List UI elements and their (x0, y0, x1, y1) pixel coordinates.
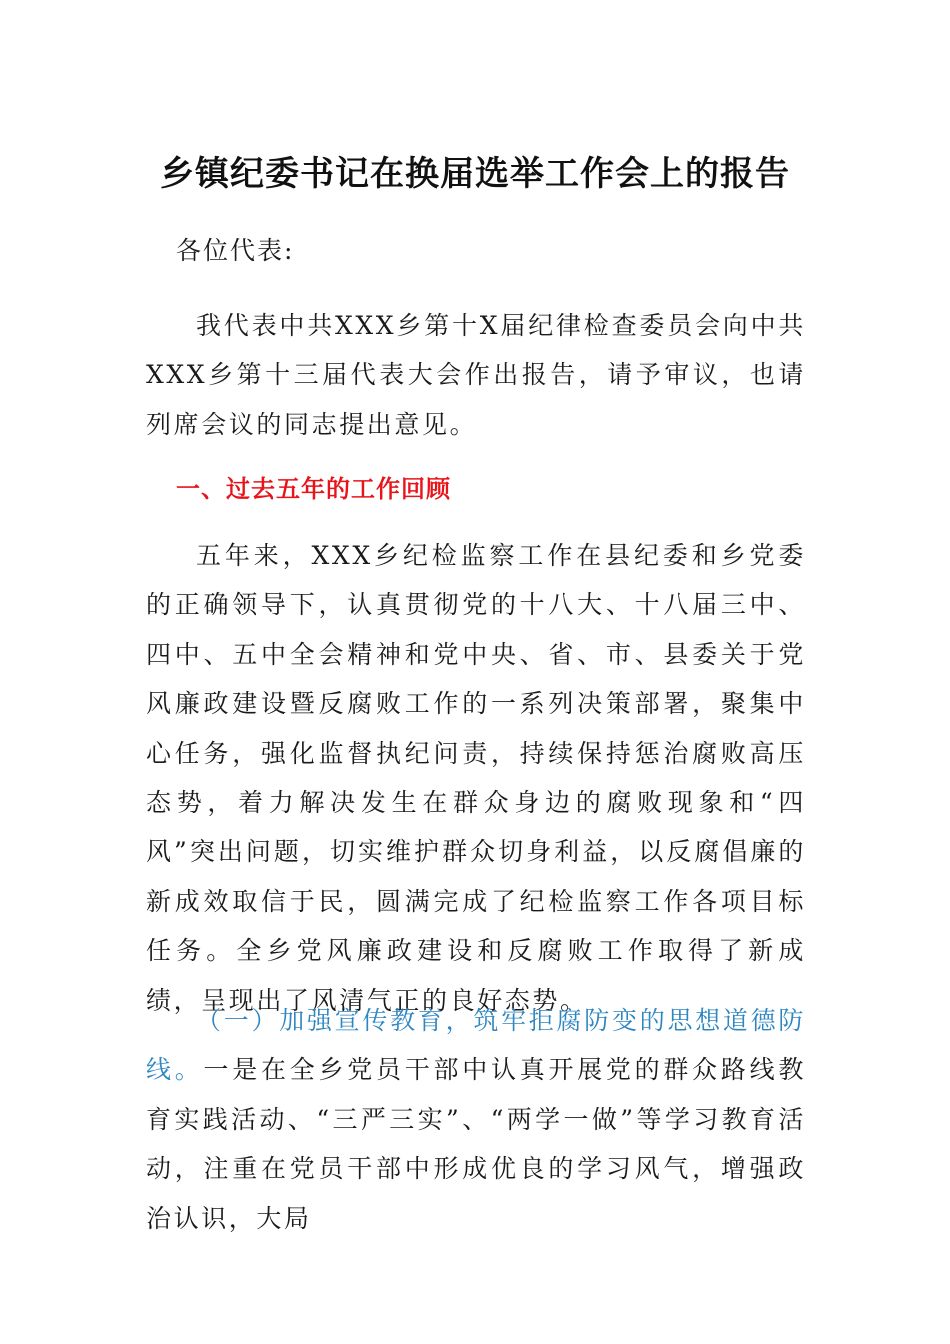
document-title: 乡镇纪委书记在换届选举工作会上的报告 (160, 154, 790, 194)
review-paragraph: 五年来，XXX乡纪检监察工作在县纪委和乡党委的正确领导下，认真贯彻党的十八大、十八届三中、四中、五中全会精神和党中央、省、市、县委关于党风廉政建设暨反腐败工作的一系列决策部署，聚集中心任务，强化监督执纪问责，持续保持惩治腐败高压态势，着力解决发生在群众身边的腐败现象和“四风”突出问题，切实维护群众切身利益，以反腐倡廉的新成效取信于民，圆满完成了纪检监察工作各项目标任务。全乡党风廉政建设和反腐败工作取得了新成绩，呈现出了风清气正的良好态势。 (146, 541, 806, 1015)
intro-paragraph: 我代表中共XXX乡第十X届纪律检查委员会向中共XXX乡第十三届代表大会作出报告，请予审议，也请列席会议的同志提出意见。 (146, 311, 806, 439)
section-heading-review: 一、过去五年的工作回顾 (176, 475, 451, 503)
subsection-paragraph (146, 996, 806, 1243)
subsection-text: 一是在全乡党员干部中认真开展党的群众路线教育实践活动、“三严三实”、“两学一做”等学习教育活动，注重在党员干部中形成优良的学习风气，增强政治认识，大局 (146, 1055, 806, 1233)
salutation: 各位代表: (176, 236, 295, 265)
subsection-heading-education: （一）加强宣传教育，筑牢拒腐防变的思想道德防线。 (146, 1006, 806, 1085)
